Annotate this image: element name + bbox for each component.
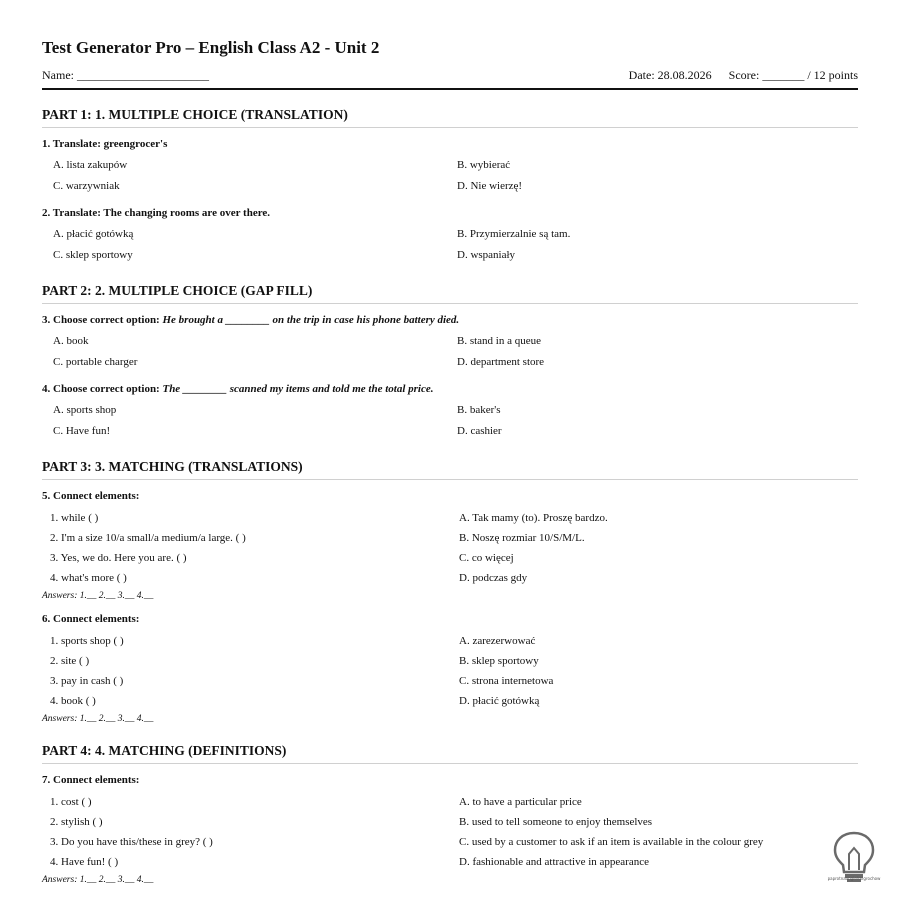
match-right-item[interactable]: D. podczas gdy	[459, 572, 528, 584]
worksheet-page	[42, 36, 858, 887]
question-4-prompt: The ________ scanned my items and told me the total price.	[162, 383, 434, 395]
match-right-item[interactable]: D. płacić gotówką	[459, 695, 540, 707]
match-left-item[interactable]: 1. cost ( )	[50, 796, 92, 808]
part-4-title: PART 4: 4. MATCHING (DEFINITIONS)	[42, 742, 858, 764]
answers-line[interactable]: Answers: 1.__ 2.__ 3.__ 4.__	[42, 591, 154, 601]
question-7-pairs	[42, 792, 858, 872]
part-3-title: PART 3: 3. MATCHING (TRANSLATIONS)	[42, 458, 858, 480]
match-left-item[interactable]: 3. Yes, we do. Here you are. ( )	[50, 552, 187, 564]
option-b[interactable]: B. Przymierzalnie są tam.	[457, 228, 571, 240]
question-1: 1. Translate: greengrocer's	[42, 138, 168, 150]
question-2: 2. Translate: The changing rooms are over there.	[42, 207, 271, 219]
match-right-item[interactable]: C. strona internetowa	[459, 675, 554, 687]
option-a[interactable]: A. book	[53, 335, 89, 347]
option-a[interactable]: A. sports shop	[53, 404, 117, 416]
question-6: 6. Connect elements:	[42, 613, 140, 625]
option-b[interactable]: B. wybierać	[457, 159, 511, 171]
option-d[interactable]: D. department store	[457, 356, 545, 368]
option-d[interactable]: D. Nie wierzę!	[457, 180, 523, 192]
answers-line[interactable]: Answers: 1.__ 2.__ 3.__ 4.__	[42, 714, 154, 724]
option-a[interactable]: A. płacić gotówką	[53, 228, 134, 240]
header-meta	[42, 66, 858, 84]
match-left-item[interactable]: 4. Have fun! ( )	[50, 856, 119, 868]
part-2-title: PART 2: 2. MULTIPLE CHOICE (GAP FILL)	[42, 282, 858, 304]
question-3-options	[42, 331, 858, 373]
question-4-label: 4. Choose correct option:	[42, 383, 160, 395]
date-label: Date: 28.08.2026	[628, 68, 712, 82]
match-left-item[interactable]: 2. I'm a size 10/a small/a medium/a large. ( )	[50, 532, 246, 544]
option-d[interactable]: D. cashier	[457, 425, 502, 437]
date-score	[615, 66, 858, 84]
match-right-item[interactable]: A. Tak mamy (to). Proszę bardzo.	[459, 512, 608, 524]
answers-line[interactable]: Answers: 1.__ 2.__ 3.__ 4.__	[42, 875, 154, 885]
option-c[interactable]: C. portable charger	[53, 356, 138, 368]
question-3-prompt: He brought a ________ on the trip in case his phone battery died.	[162, 314, 460, 326]
option-c[interactable]: C. warzywniak	[53, 180, 120, 192]
match-right-item[interactable]: C. co więcej	[459, 552, 514, 564]
question-7: 7. Connect elements:	[42, 774, 140, 786]
match-right-item[interactable]: D. fashionable and attractive in appearance	[459, 856, 649, 868]
match-left-item[interactable]: 2. stylish ( )	[50, 816, 103, 828]
option-d[interactable]: D. wspaniały	[457, 249, 516, 261]
question-4-options	[42, 400, 858, 442]
question-2-options	[42, 224, 858, 266]
question-1-options	[42, 155, 858, 197]
match-right-item[interactable]: A. zarezerwować	[459, 635, 536, 647]
match-left-item[interactable]: 1. while ( )	[50, 512, 99, 524]
match-left-item[interactable]: 3. Do you have this/these in grey? ( )	[50, 836, 213, 848]
page-title: Test Generator Pro – English Class A2 - Unit 2	[42, 38, 380, 57]
match-right-item[interactable]: B. Noszę rozmiar 10/S/M/L.	[459, 532, 585, 544]
part-1-title: PART 1: 1. MULTIPLE CHOICE (TRANSLATION)	[42, 106, 858, 128]
option-c[interactable]: C. sklep sportowy	[53, 249, 133, 261]
match-left-item[interactable]: 1. sports shop ( )	[50, 635, 124, 647]
score-label: Score: _______ / 12 points	[728, 68, 858, 82]
question-5-pairs	[42, 508, 858, 588]
match-left-item[interactable]: 4. what's more ( )	[50, 572, 127, 584]
logo-text: paprotnaangielskigrochow	[827, 876, 881, 881]
question-5: 5. Connect elements:	[42, 490, 140, 502]
question-3	[42, 313, 858, 327]
match-right-item[interactable]: A. to have a particular price	[459, 796, 582, 808]
option-b[interactable]: B. stand in a queue	[457, 335, 542, 347]
option-a[interactable]: A. lista zakupów	[53, 159, 128, 171]
match-right-item[interactable]: C. used by a customer to ask if an item is available in the colour grey	[459, 836, 764, 848]
question-4	[42, 382, 858, 396]
name-field-label: Name: ______________________	[42, 68, 209, 82]
header-divider	[42, 88, 858, 90]
option-c[interactable]: C. Have fun!	[53, 425, 111, 437]
match-left-item[interactable]: 4. book ( )	[50, 695, 96, 707]
match-left-item[interactable]: 3. pay in cash ( )	[50, 675, 124, 687]
option-b[interactable]: B. baker's	[457, 404, 501, 416]
question-6-pairs	[42, 631, 858, 711]
match-left-item[interactable]: 2. site ( )	[50, 655, 90, 667]
match-right-item[interactable]: B. sklep sportowy	[459, 655, 539, 667]
match-right-item[interactable]: B. used to tell someone to enjoy themselves	[459, 816, 653, 828]
question-3-label: 3. Choose correct option:	[42, 314, 160, 326]
